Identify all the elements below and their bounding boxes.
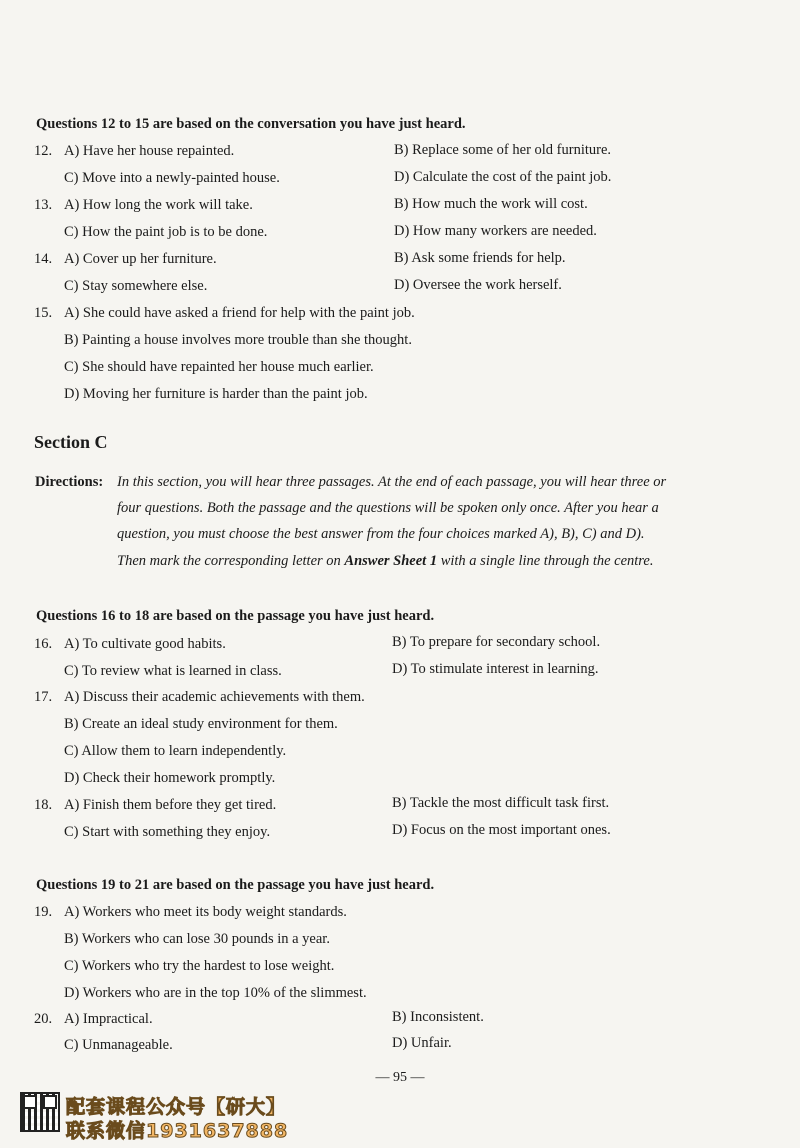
qr-code-icon	[20, 1092, 60, 1132]
q12-option-d: D) Calculate the cost of the paint job.	[394, 169, 612, 185]
q14-number: 14.	[34, 251, 53, 267]
directions-line-1: In this section, you will hear three passages. At the end of each passage, you will hear three or	[117, 474, 667, 490]
q16-option-a: A) To cultivate good habits.	[64, 636, 226, 652]
directions-line-4	[117, 553, 653, 570]
watermark-line-2: 联系微信1931637888	[66, 1120, 289, 1142]
q15-option-c: C) She should have repainted her house much earlier.	[64, 359, 374, 375]
page-number: — 95 —	[375, 1070, 425, 1085]
q15-option-b: B) Painting a house involves more trouble than she thought.	[64, 332, 412, 348]
q15-number: 15.	[34, 305, 53, 321]
directions-line-3: question, you must choose the best answer from the four choices marked A), B), C) and D).	[117, 526, 645, 542]
q16-option-b: B) To prepare for secondary school.	[392, 634, 601, 650]
q19-option-d: D) Workers who are in the top 10% of the slimmest.	[64, 985, 367, 1001]
q19-number: 19.	[34, 904, 53, 920]
q19-option-c: C) Workers who try the hardest to lose weight.	[64, 958, 335, 974]
q12-number: 12.	[34, 143, 53, 159]
watermark-line-1: 配套课程公众号【研大】	[66, 1096, 287, 1118]
directions-line-4-pre: Then mark the corresponding letter on	[117, 553, 345, 569]
q20-option-d: D) Unfair.	[392, 1035, 452, 1051]
q13-number: 13.	[34, 197, 53, 213]
q20-option-a: A) Impractical.	[64, 1011, 153, 1027]
directions-line-2: four questions. Both the passage and the questions will be spoken only once. After you hear a	[117, 500, 659, 516]
section-c-title: Section C	[34, 432, 108, 452]
q20-option-c: C) Unmanageable.	[64, 1037, 173, 1053]
q13-option-c: C) How the paint job is to be done.	[64, 224, 268, 240]
directions-label: Directions:	[35, 474, 104, 490]
q13-option-d: D) How many workers are needed.	[394, 223, 597, 239]
q12-option-a: A) Have her house repainted.	[64, 143, 235, 159]
q19-option-a: A) Workers who meet its body weight standards.	[64, 904, 347, 920]
q16-option-c: C) To review what is learned in class.	[64, 663, 282, 679]
q20-option-b: B) Inconsistent.	[392, 1009, 484, 1025]
q17-option-b: B) Create an ideal study environment for them.	[64, 716, 338, 732]
answer-sheet-label: Answer Sheet 1	[344, 553, 438, 569]
q18-number: 18.	[34, 797, 53, 813]
q17-option-d: D) Check their homework promptly.	[64, 770, 276, 786]
q13-option-b: B) How much the work will cost.	[394, 196, 588, 212]
q14-option-a: A) Cover up her furniture.	[64, 251, 217, 267]
q12-option-c: C) Move into a newly-painted house.	[64, 170, 280, 186]
q17-option-c: C) Allow them to learn independently.	[64, 743, 287, 759]
q13-option-a: A) How long the work will take.	[64, 197, 253, 213]
q18-option-b: B) Tackle the most difficult task first.	[392, 795, 610, 811]
q19-option-b: B) Workers who can lose 30 pounds in a year.	[64, 931, 330, 947]
q16-number: 16.	[34, 636, 53, 652]
questions-16-18-heading: Questions 16 to 18 are based on the passage you have just heard.	[36, 608, 435, 624]
q15-option-a: A) She could have asked a friend for help with the paint job.	[64, 305, 415, 321]
q18-option-a: A) Finish them before they get tired.	[64, 797, 277, 813]
q12-option-b: B) Replace some of her old furniture.	[394, 142, 612, 158]
directions-line-4-post: with a single line through the centre.	[437, 553, 654, 569]
q14-option-c: C) Stay somewhere else.	[64, 278, 208, 294]
questions-12-15-heading: Questions 12 to 15 are based on the conversation you have just heard.	[36, 116, 466, 132]
q17-option-a: A) Discuss their academic achievements with them.	[64, 689, 365, 705]
q16-option-d: D) To stimulate interest in learning.	[392, 661, 599, 677]
q14-option-b: B) Ask some friends for help.	[394, 250, 566, 266]
q17-number: 17.	[34, 689, 53, 705]
q18-option-c: C) Start with something they enjoy.	[64, 824, 271, 840]
q18-option-d: D) Focus on the most important ones.	[392, 822, 611, 838]
q14-option-d: D) Oversee the work herself.	[394, 277, 562, 293]
questions-19-21-heading: Questions 19 to 21 are based on the passage you have just heard.	[36, 877, 435, 893]
q15-option-d: D) Moving her furniture is harder than the paint job.	[64, 386, 368, 402]
q20-number: 20.	[34, 1011, 53, 1027]
